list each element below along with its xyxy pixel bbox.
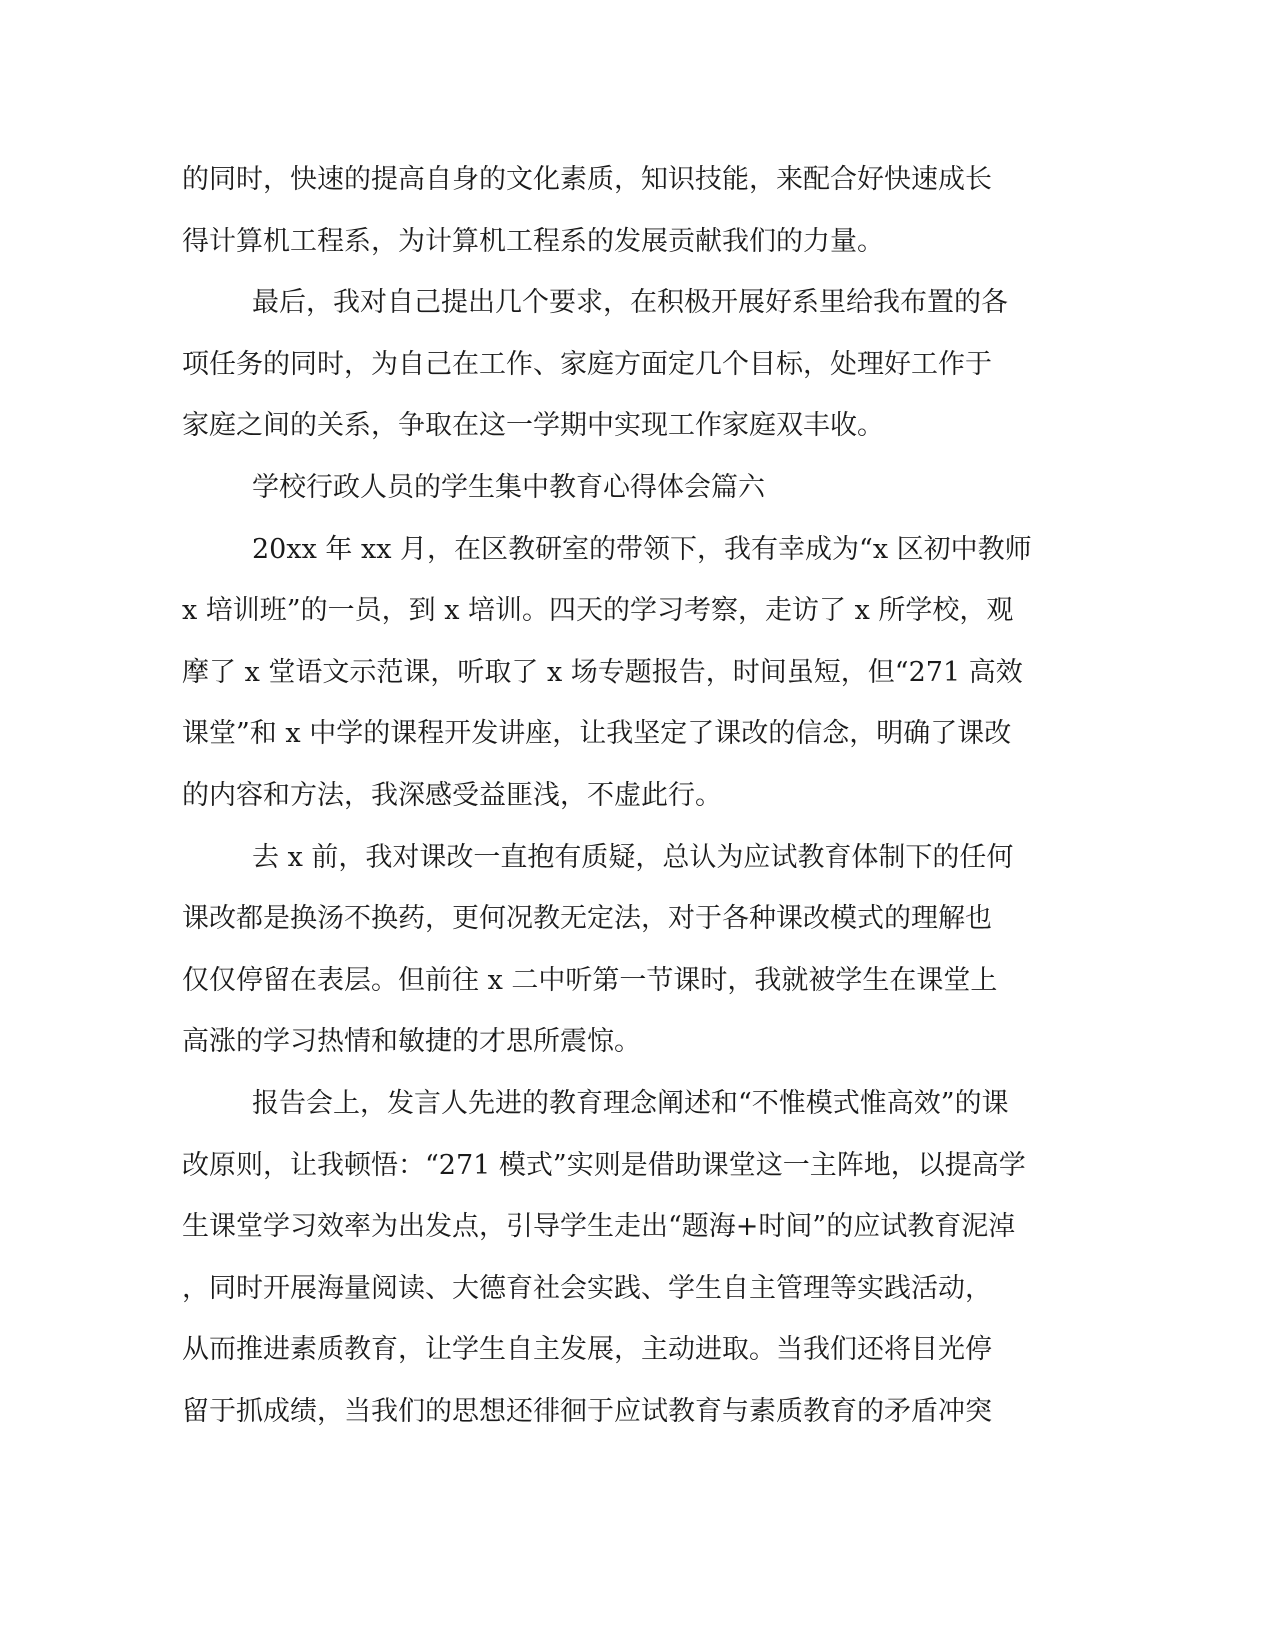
section-heading: 学校行政人员的学生集中教育心得体会篇六: [252, 471, 765, 503]
text-line: 20xx 年 xx 月，在区教研室的带领下，我有幸成为“x 区初中教师: [252, 533, 1032, 565]
text-line: 改原则，让我顿悟：“271 模式”实则是借助课堂这一主阵地，以提高学: [182, 1149, 1026, 1181]
text-line: ，同时开展海量阅读、大德育社会实践、学生自主管理等实践活动，: [182, 1272, 992, 1304]
text-line: 从而推进素质教育，让学生自主发展，主动进取。当我们还将目光停: [182, 1334, 992, 1366]
text-line: 摩了 x 堂语文示范课，听取了 x 场专题报告，时间虽短，但“271 高效: [182, 656, 1023, 688]
text-line: 的内容和方法，我深感受益匪浅，不虚此行。: [182, 779, 722, 811]
text-line: 课改都是换汤不换药，更何况教无定法，对于各种课改模式的理解也: [182, 903, 992, 935]
text-line: 留于抓成绩，当我们的思想还徘徊于应试教育与素质教育的矛盾冲突: [182, 1395, 992, 1427]
text-line: 的同时，快速的提高自身的文化素质，知识技能，来配合好快速成长: [182, 164, 992, 195]
text-line: 最后，我对自己提出几个要求，在积极开展好系里给我布置的各: [252, 287, 1008, 319]
text-line: 高涨的学习热情和敏捷的才思所震惊。: [182, 1026, 641, 1058]
text-line: 生课堂学习效率为出发点，引导学生走出“题海+时间”的应试教育泥淖: [182, 1211, 1016, 1243]
text-line: 家庭之间的关系，争取在这一学期中实现工作家庭双丰收。: [182, 410, 884, 442]
text-line: 去 x 前，我对课改一直抱有质疑，总认为应试教育体制下的任何: [252, 841, 1014, 873]
document-body: [182, 158, 1038, 1451]
text-line: 项任务的同时，为自己在工作、家庭方面定几个目标，处理好工作于: [182, 348, 992, 380]
text-line: 得计算机工程系，为计算机工程系的发展贡献我们的力量。: [182, 225, 884, 257]
text-line: x 培训班”的一员，到 x 培训。四天的学习考察，走访了 x 所学校，观: [182, 595, 1014, 627]
text-line: 报告会上，发言人先进的教育理念阐述和“不惟模式惟高效”的课: [252, 1087, 1009, 1119]
text-line: 仅仅停留在表层。但前往 x 二中听第一节课时，我就被学生在课堂上: [182, 964, 998, 996]
text-line: 课堂”和 x 中学的课程开发讲座，让我坚定了课改的信念，明确了课改: [182, 718, 1012, 750]
